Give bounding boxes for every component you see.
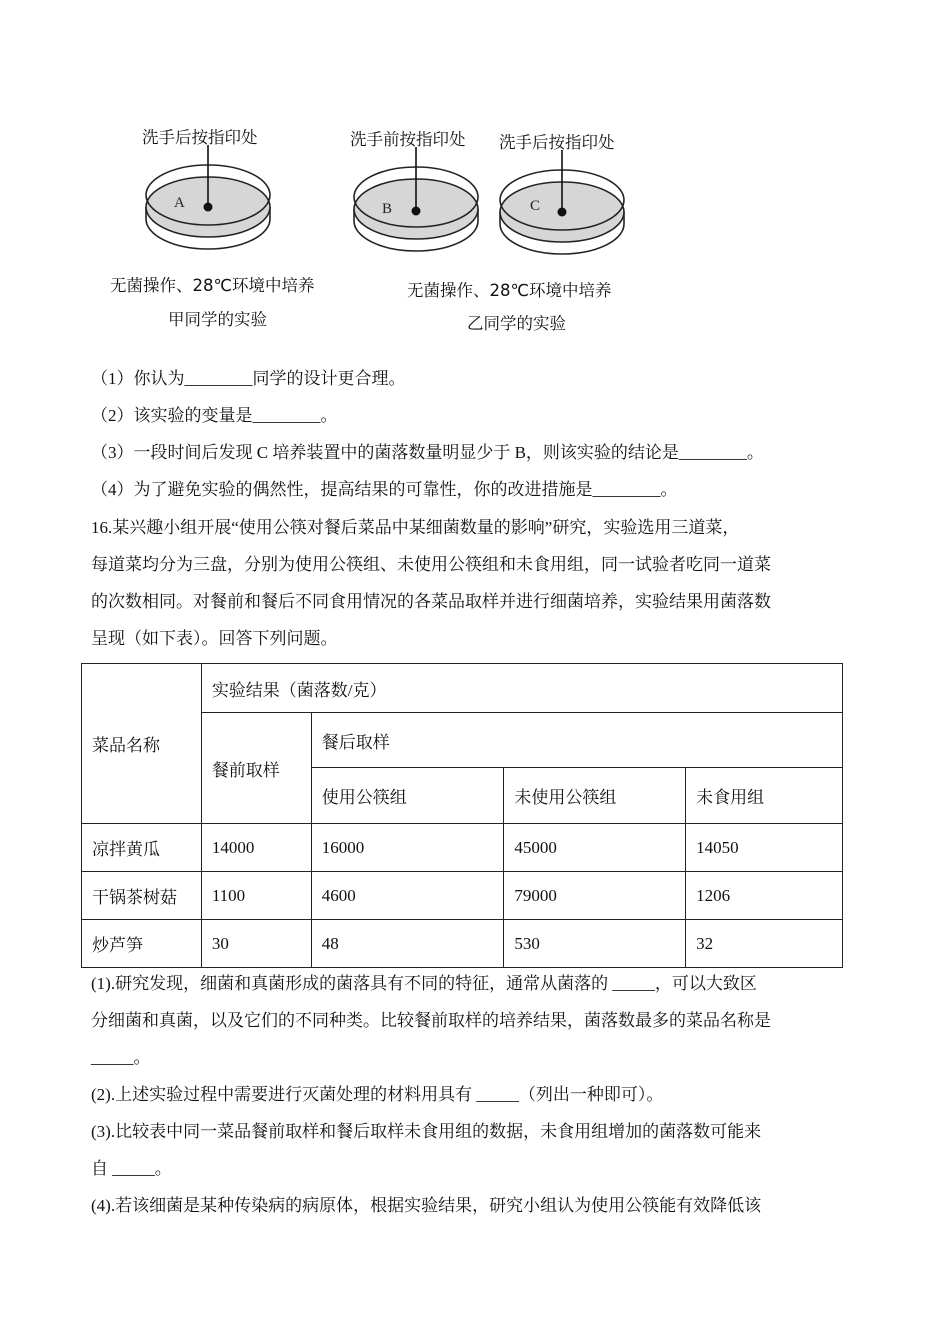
q16-sub-2 bbox=[91, 1076, 861, 1113]
q16-intro-line: 16.某兴趣小组开展“使用公筷对餐后菜品中某细菌数量的影响”研究，实验选用三道菜， bbox=[91, 518, 740, 537]
jia-caption: 甲同学的实验 bbox=[168, 310, 267, 329]
before-cell: 14000 bbox=[201, 824, 311, 872]
table-row bbox=[82, 872, 843, 920]
petri-dish-c bbox=[498, 150, 628, 265]
uneaten-cell: 1206 bbox=[686, 872, 843, 920]
serving-chopsticks-header: 使用公筷组 bbox=[311, 768, 504, 824]
petri-dish-b bbox=[352, 147, 482, 262]
q16-sub-3-line: 自 _____。 bbox=[91, 1159, 172, 1178]
no-serving-cell: 79000 bbox=[504, 872, 686, 920]
dish-a-letter: A bbox=[174, 195, 185, 211]
q16-sub-1-line: _____。 bbox=[91, 1048, 151, 1067]
no-serving-cell: 530 bbox=[504, 920, 686, 968]
table-row bbox=[82, 920, 843, 968]
dish-b-letter: B bbox=[382, 201, 393, 217]
serving-cell: 16000 bbox=[311, 824, 504, 872]
dish-name-header: 菜品名称 bbox=[82, 664, 202, 824]
uneaten-cell: 32 bbox=[686, 920, 843, 968]
q16-sub-1-line: 分细菌和真菌，以及它们的不同种类。比较餐前取样的培养结果，菌落数最多的菜品名称是 bbox=[91, 1011, 771, 1030]
q16-sub-3-line: (3).比较表中同一菜品餐前取样和餐后取样未食用组的数据，未食用组增加的菌落数可能来 bbox=[91, 1122, 762, 1141]
q16-sub-3 bbox=[91, 1113, 861, 1187]
q15-item-1: （1）你认为________同学的设计更合理。 bbox=[91, 369, 406, 388]
dish-name-cell: 凉拌黄瓜 bbox=[82, 824, 202, 872]
results-table bbox=[81, 663, 843, 968]
q15-item-3: （3）一段时间后发现 C 培养装置中的菌落数量明显少于 B，则该实验的结论是________。 bbox=[91, 443, 764, 462]
q16-sub-1-line: (1).研究发现，细菌和真菌形成的菌落具有不同的特征，通常从菌落的 _____，可以大致区 bbox=[91, 974, 757, 993]
no-serving-cell: 45000 bbox=[504, 824, 686, 872]
q16-intro-line: 的次数相同。对餐前和餐后不同食用情况的各菜品取样并进行细菌培养，实验结果用菌落数 bbox=[91, 592, 771, 611]
q16-sub-4 bbox=[91, 1187, 861, 1224]
results-header: 实验结果（菌落数/克） bbox=[201, 664, 842, 713]
jia-condition-label: 无菌操作、28℃环境中培养 bbox=[110, 276, 315, 295]
petri-dish-a bbox=[144, 145, 274, 260]
table-row bbox=[82, 824, 843, 872]
uneaten-header: 未食用组 bbox=[686, 768, 843, 824]
before-meal-header: 餐前取样 bbox=[201, 713, 311, 824]
q16-intro bbox=[91, 509, 861, 657]
yi-caption: 乙同学的实验 bbox=[467, 314, 566, 333]
dish-c-top-label: 洗手后按指印处 bbox=[499, 133, 615, 152]
before-cell: 1100 bbox=[201, 872, 311, 920]
serving-cell: 48 bbox=[311, 920, 504, 968]
after-meal-header: 餐后取样 bbox=[311, 713, 842, 768]
yi-condition-label: 无菌操作、28℃环境中培养 bbox=[407, 281, 612, 300]
serving-cell: 4600 bbox=[311, 872, 504, 920]
no-serving-chopsticks-header: 未使用公筷组 bbox=[504, 768, 686, 824]
dish-name-cell: 炒芦笋 bbox=[82, 920, 202, 968]
q16-sub-4-line: (4).若该细菌是某种传染病的病原体，根据实验结果，研究小组认为使用公筷能有效降低该 bbox=[91, 1196, 762, 1215]
uneaten-cell: 14050 bbox=[686, 824, 843, 872]
q16-sub-1 bbox=[91, 965, 861, 1076]
q16-sub-2-line: (2).上述实验过程中需要进行灭菌处理的材料用具有 _____（列出一种即可）。 bbox=[91, 1085, 664, 1104]
dish-a-top-label: 洗手后按指印处 bbox=[142, 128, 258, 147]
q15-item-2: （2）该实验的变量是________。 bbox=[91, 406, 338, 425]
dish-c-letter: C bbox=[530, 198, 541, 214]
dish-name-cell: 干锅茶树菇 bbox=[82, 872, 202, 920]
q16-intro-line: 每道菜均分为三盘，分别为使用公筷组、未使用公筷组和未食用组，同一试验者吃同一道菜 bbox=[91, 555, 771, 574]
dish-b-top-label: 洗手前按指印处 bbox=[350, 130, 466, 149]
q16-intro-line: 呈现（如下表）。回答下列问题。 bbox=[91, 629, 338, 648]
q15-item-4: （4）为了避免实验的偶然性，提高结果的可靠性，你的改进措施是________。 bbox=[91, 480, 678, 499]
before-cell: 30 bbox=[201, 920, 311, 968]
